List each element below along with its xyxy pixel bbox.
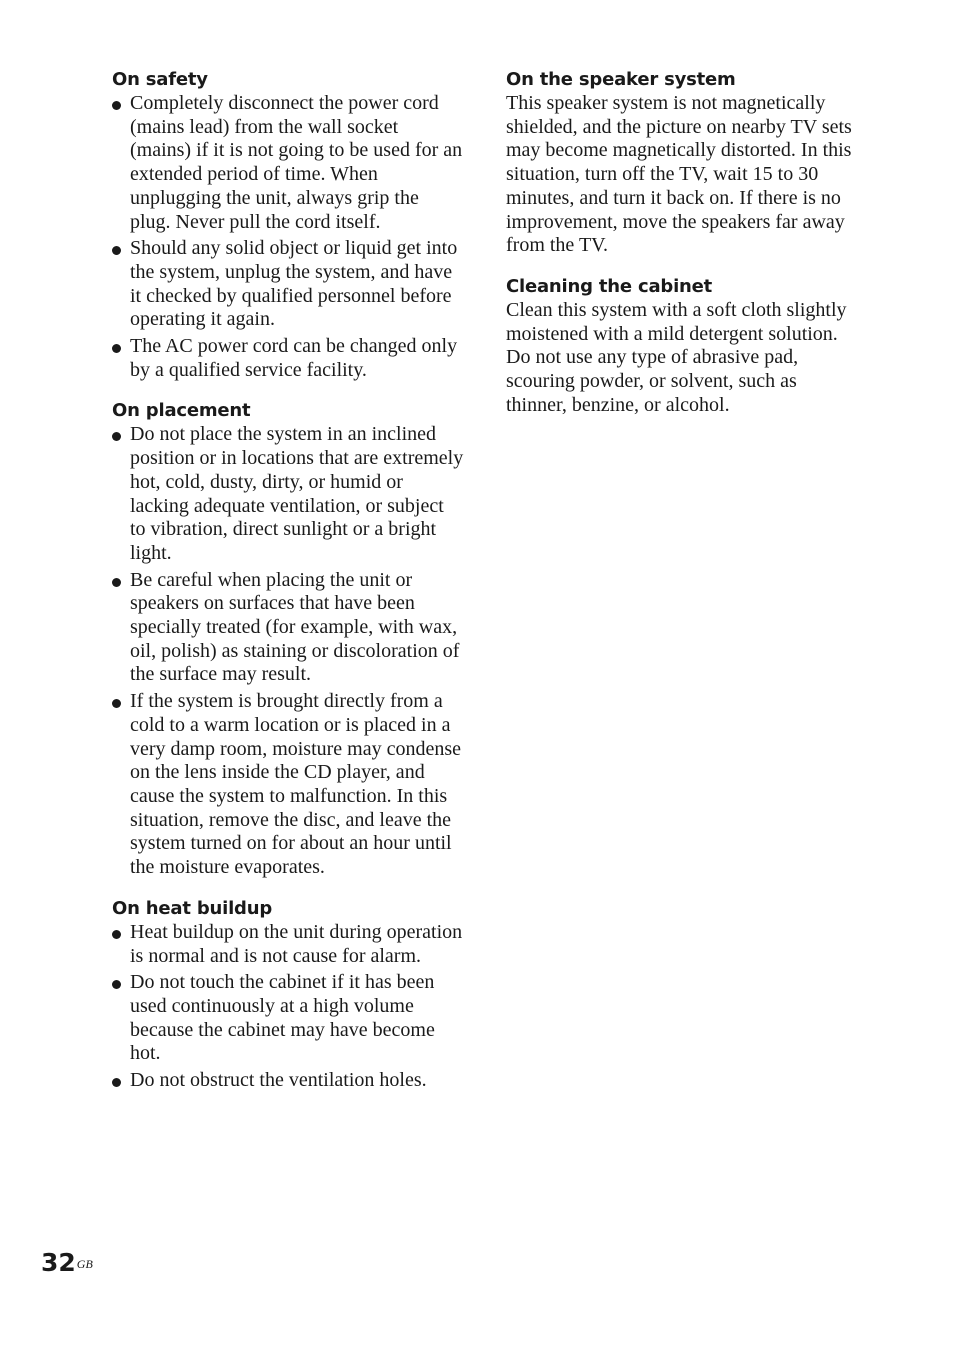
section-on-heat-buildup <box>112 897 464 1093</box>
list-item-text: Be careful when placing the unit or speakers on surfaces that have been specially treated (for example, with wax, oil, polish) as staining or discoloration of the surface may result. <box>130 568 460 686</box>
list-item <box>112 335 464 382</box>
section-title: On placement <box>112 400 251 422</box>
list-item-text: Do not place the system in an inclined position or in locations that are extremely hot, cold, dusty, dirty, or humid or lacking adequate ventilation, or subject to vibration, direct sunlight or a bright light. <box>130 423 464 564</box>
bullet-icon <box>112 930 121 939</box>
section-on-placement <box>112 399 464 879</box>
section-body: This speaker system is not magnetically shielded, and the picture on nearby TV sets may become magnetically distorted. In this situation, turn off the TV, wait 15 to 30 minutes, and turn it back on. If there is no improvement, move the speakers far away from the TV. <box>506 92 852 257</box>
list-item <box>112 423 464 565</box>
left-column <box>112 68 464 1110</box>
section-on-safety <box>112 68 464 382</box>
list-item <box>112 569 464 688</box>
page-number-suffix: GB <box>76 1257 93 1271</box>
bullet-icon <box>112 1078 121 1087</box>
section-on-the-speaker-system <box>506 68 856 258</box>
bullet-list <box>112 921 464 1093</box>
list-item <box>112 971 464 1066</box>
bullet-icon <box>112 246 121 255</box>
page-number-value: 32 <box>41 1248 76 1277</box>
list-item <box>112 237 464 332</box>
list-item <box>112 921 464 968</box>
list-item <box>112 92 464 234</box>
list-item-text: Should any solid object or liquid get into the system, unplug the system, and have it checked by qualified personnel before operating it again. <box>130 237 458 331</box>
list-item-text: Completely disconnect the power cord (mains lead) from the wall socket (mains) if it is not going to be used for an extended period of time. When unplugging the unit, always grip the plug. Never pull the cord itself. <box>130 92 463 233</box>
section-title: On safety <box>112 69 208 90</box>
list-item <box>112 690 464 880</box>
list-item <box>112 1069 464 1093</box>
bullet-list <box>112 92 464 382</box>
list-item-text: Heat buildup on the unit during operation is normal and is not cause for alarm. <box>130 920 463 967</box>
bullet-icon <box>112 101 121 110</box>
list-item-text: Do not obstruct the ventilation holes. <box>130 1069 427 1092</box>
section-title: On heat buildup <box>112 897 273 919</box>
bullet-icon <box>112 578 121 587</box>
right-column <box>506 68 856 434</box>
section-title: Cleaning the cabinet <box>506 275 713 297</box>
list-item-text: The AC power cord can be changed only by a qualified service facility. <box>130 335 458 381</box>
bullet-icon <box>112 699 121 708</box>
bullet-icon <box>112 980 121 989</box>
section-cleaning-the-cabinet <box>506 275 856 418</box>
list-item-text: If the system is brought directly from a cold to a warm location or is placed in a very damp room, moisture may condense on the lens inside the CD player, and cause the system to malfunction. In this situation, remove the disc, and leave the system turned on for about an hour until the moisture evaporates. <box>130 690 462 879</box>
bullet-icon <box>112 344 121 353</box>
bullet-list <box>112 423 464 879</box>
list-item-text: Do not touch the cabinet if it has been used continuously at a high volume because the cabinet may have become hot. <box>130 971 435 1065</box>
section-body: Clean this system with a soft cloth slightly moistened with a mild detergent solution. Do not use any type of abrasive pad, scouring powder, or solvent, such as thinner, benzine, or alcohol. <box>506 298 847 416</box>
bullet-icon <box>112 432 121 441</box>
section-title: On the speaker system <box>506 69 736 90</box>
page-number <box>41 1246 93 1280</box>
